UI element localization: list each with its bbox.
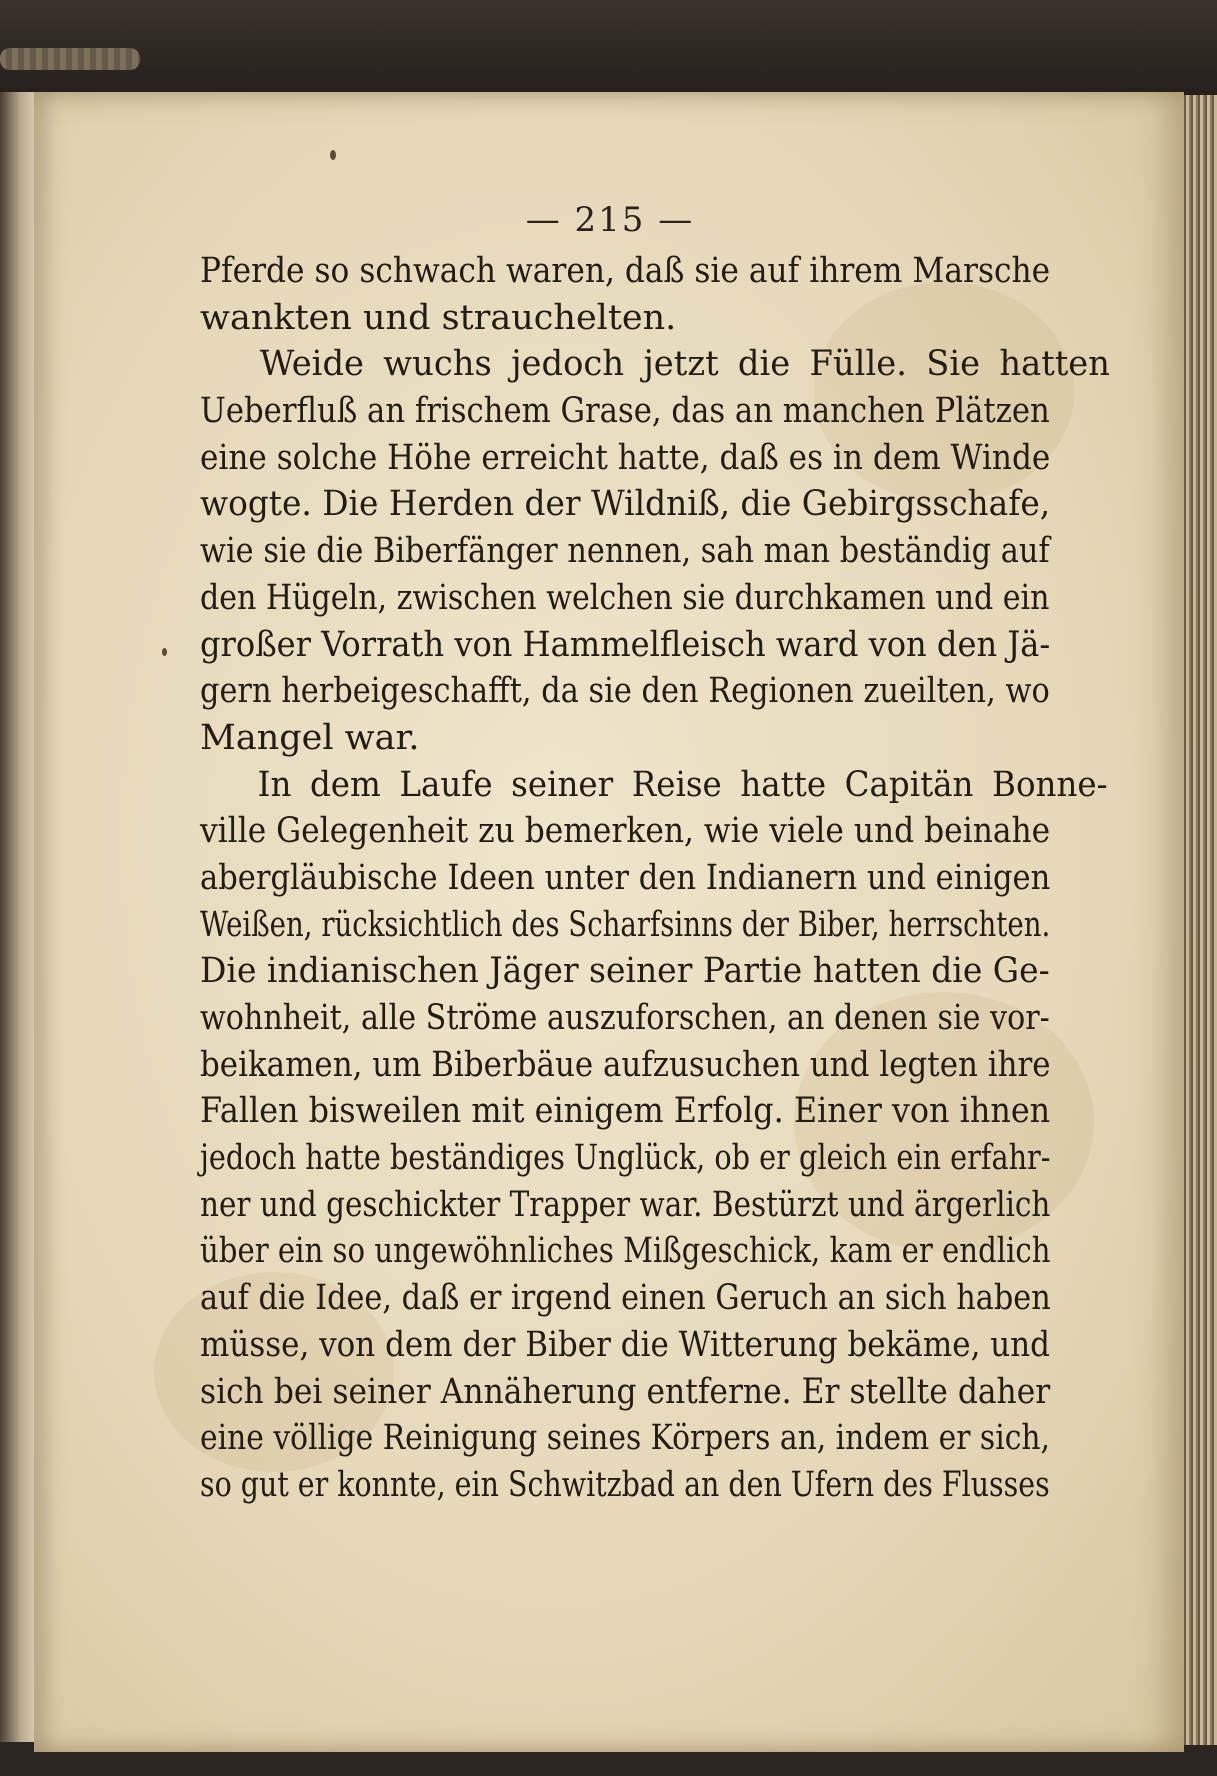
text-line: Mangel war. — [200, 717, 420, 758]
body-text — [200, 248, 1111, 1509]
text-line: wankten und strauchelten. — [200, 297, 677, 338]
text-line: abergläubische Ideen unter den Indianern und einigen — [200, 857, 1051, 898]
text-line: eine solche Höhe erreicht hatte, daß es in dem Winde — [200, 437, 1051, 478]
text-line: Weißen, rücksichtlich des Scharfsinns der Biber, herrschten. — [200, 904, 1051, 945]
text-line: ville Gelegenheit zu bemerken, wie viele und beinahe — [200, 811, 1051, 852]
text-line: Fallen bisweilen mit einigem Erfolg. Einer von ihnen — [200, 1091, 1051, 1132]
text-line: In dem Laufe seiner Reise hatte Capitän Bonne- — [257, 764, 1108, 805]
text-line: Ueberfluß an frischem Grase, das an manchen Plätzen — [200, 391, 1050, 432]
text-line: Weide wuchs jedoch jetzt die Fülle. Sie hatten — [259, 344, 1111, 385]
text-line: müsse, von dem der Biber die Witterung bekäme, und — [200, 1324, 1050, 1365]
text-line: wohnheit, alle Ströme auszuforschen, an denen sie vor- — [200, 998, 1050, 1038]
text-line: großer Vorrath von Hammelfleisch ward von den Jä- — [200, 624, 1051, 665]
left-page-edge — [0, 92, 34, 1742]
ink-speck — [330, 150, 336, 160]
text-line: auf die Idee, daß er irgend einen Geruch an sich haben — [200, 1278, 1051, 1319]
ink-speck — [162, 648, 167, 656]
text-line: ner und geschickter Trapper war. Bestürzt und ärgerlich — [200, 1184, 1051, 1225]
page-number: — 215 — — [525, 200, 695, 240]
text-line: den Hügeln, zwischen welchen sie durchkamen und ein — [200, 577, 1050, 618]
text-line: über ein so ungewöhnliches Mißgeschick, kam er endlich — [200, 1231, 1051, 1272]
text-line: beikamen, um Biberbäue aufzusuchen und legten ihre — [200, 1044, 1051, 1085]
text-line: jedoch hatte beständiges Unglück, ob er gleich ein erfahr- — [200, 1138, 1051, 1179]
text-line: gern herbeigeschafft, da sie den Regionen zueilten, wo — [200, 671, 1050, 712]
text-line: so gut er konnte, ein Schwitzbad an den Ufern des Flusses — [200, 1464, 1050, 1505]
text-line: Pferde so schwach waren, daß sie auf ihrem Marsche — [200, 251, 1051, 291]
page-stack-edge — [1184, 95, 1217, 1745]
book-cover-top — [0, 0, 1217, 95]
text-line: sich bei seiner Annäherung entferne. Er stellte daher — [200, 1371, 1051, 1412]
text-line: eine völlige Reinigung seines Körpers an, indem er sich, — [200, 1418, 1050, 1459]
text-line: wogte. Die Herden der Wildniß, die Gebirgsschafe, — [200, 484, 1051, 525]
text-line: Die indianischen Jäger seiner Partie hatten die Ge- — [200, 951, 1050, 992]
binding-string — [0, 48, 140, 70]
text-line: wie sie die Biberfänger nennen, sah man beständig auf — [200, 531, 1050, 572]
